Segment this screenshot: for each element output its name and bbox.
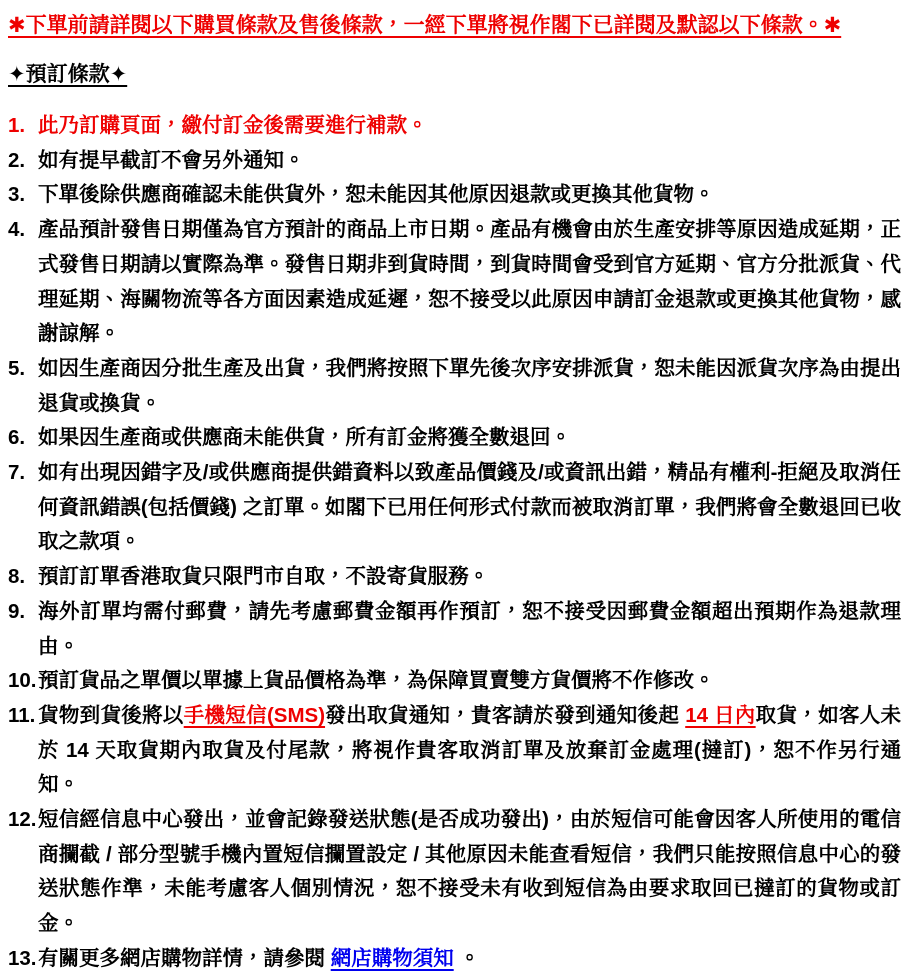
text-segment: 短信經信息中心發出，並會記錄發送狀態(是否成功發出)，由於短信可能會因客人所使用的電信商攔截 / 部分型號手機內置短信攔置設定 / 其他原因未能查看短信，我們只能按照信息中心的發送狀態作準，未能考慮客人個別情況，恕不接受未有收到短信為由要求取回已撻訂的貨物或訂金。 (38, 808, 901, 936)
text-segment: 海外訂單均需付郵費，請先考慮郵費金額再作預訂，恕不接受因郵費金額超出預期作為退款理由。 (38, 599, 901, 658)
term-text (38, 664, 901, 699)
term-number: 12. (8, 808, 37, 832)
text-segment: 如有提早截訂不會另外通知。 (38, 148, 305, 172)
term-text (38, 109, 901, 144)
term-item-4 (8, 213, 901, 352)
shop-guide-link[interactable]: 網店購物須知 (330, 946, 454, 970)
highlighted-red-text: 手機短信(SMS) (183, 703, 326, 727)
term-text (38, 803, 901, 942)
term-item-1 (8, 109, 901, 144)
term-number: 13. (8, 946, 37, 970)
highlighted-red-text: 14 日內 (685, 703, 756, 727)
text-segment: 如果因生產商或供應商未能供貨，所有訂金將獲全數退回。 (38, 426, 571, 450)
term-number: 5. (8, 356, 26, 380)
term-item-8 (8, 560, 901, 595)
term-text (38, 178, 901, 213)
term-number: 9. (8, 599, 26, 623)
term-text (38, 421, 901, 456)
term-number: 10. (8, 669, 37, 693)
term-number: 7. (8, 461, 26, 485)
term-number: 3. (8, 183, 26, 207)
term-item-3 (8, 178, 901, 213)
term-text (38, 560, 901, 595)
term-text (38, 144, 901, 179)
term-text (38, 595, 901, 664)
term-text (38, 352, 901, 421)
term-item-11 (8, 699, 901, 803)
term-number: 1. (8, 114, 26, 137)
term-number: 4. (8, 218, 26, 242)
term-item-6 (8, 421, 901, 456)
term-text (38, 699, 901, 803)
section-title-preorder-terms: ✦預訂條款✦ (8, 63, 128, 86)
text-segment: 預訂訂單香港取貨只限門市自取，不設寄貨服務。 (38, 565, 489, 589)
term-number: 6. (8, 426, 26, 450)
term-item-12 (8, 803, 901, 942)
preorder-notice-heading: ✱下單前請詳閱以下購買條款及售後條款，一經下單將視作閣下已詳閱及默認以下條款。✱ (8, 14, 842, 37)
text-segment: 產品預計發售日期僅為官方預計的商品上市日期。產品有機會由於生產安排等原因造成延期，正式發售日期請以實際為準。發售日期非到貨時間，到貨時間會受到官方延期、官方分批派貨、代理延期、海關物流等各方面因素造成延遲，恕不接受以此原因申請訂金退款或更換其他貨物，感謝諒解。 (38, 218, 901, 346)
text-segment: 此乃訂購頁面，繳付訂金後需要進行補款。 (38, 114, 428, 137)
term-item-13 (8, 942, 901, 977)
term-text (38, 942, 901, 977)
text-segment: 取貨，如客人未於 14 天取貨期內取貨及付尾款，將視作貴客取消訂單及放棄訂金處理(撻訂)，恕不作另行通知。 (38, 703, 902, 797)
text-segment: 有關更多網店購物詳情，請參閱 (38, 946, 331, 970)
text-segment: 如有出現因錯字及/或供應商提供錯資料以致產品價錢及/或資訊出錯，精品有權利-拒絕及取消任何資訊錯誤(包括價錢) 之訂單。如閣下已用任何形式付款而被取消訂單，我們將會全數退回已收取之款項。 (38, 461, 901, 554)
terms-list (8, 109, 901, 977)
term-number: 11. (8, 703, 36, 727)
term-item-2 (8, 144, 901, 179)
term-item-10 (8, 664, 901, 699)
text-segment: 如因生產商因分批生產及出貨，我們將按照下單先後次序安排派貨，恕未能因派貨次序為由提出退貨或換貨。 (38, 356, 901, 415)
term-item-5 (8, 352, 901, 421)
text-segment: 貨物到貨後將以 (38, 703, 184, 727)
term-item-7 (8, 456, 901, 560)
term-text (38, 213, 901, 352)
text-segment: 發出取貨通知，貴客請於發到通知後起 (325, 703, 686, 727)
text-segment: 下單後除供應商確認未能供貨外，恕未能因其他原因退款或更換其他貨物。 (38, 183, 715, 207)
text-segment: 。 (453, 946, 480, 970)
term-number: 2. (8, 148, 26, 172)
term-text (38, 456, 901, 560)
term-item-9 (8, 595, 901, 664)
term-number: 8. (8, 565, 26, 589)
text-segment: 預訂貨品之單價以單據上貨品價格為準，為保障買賣雙方貨價將不作修改。 (38, 669, 715, 693)
